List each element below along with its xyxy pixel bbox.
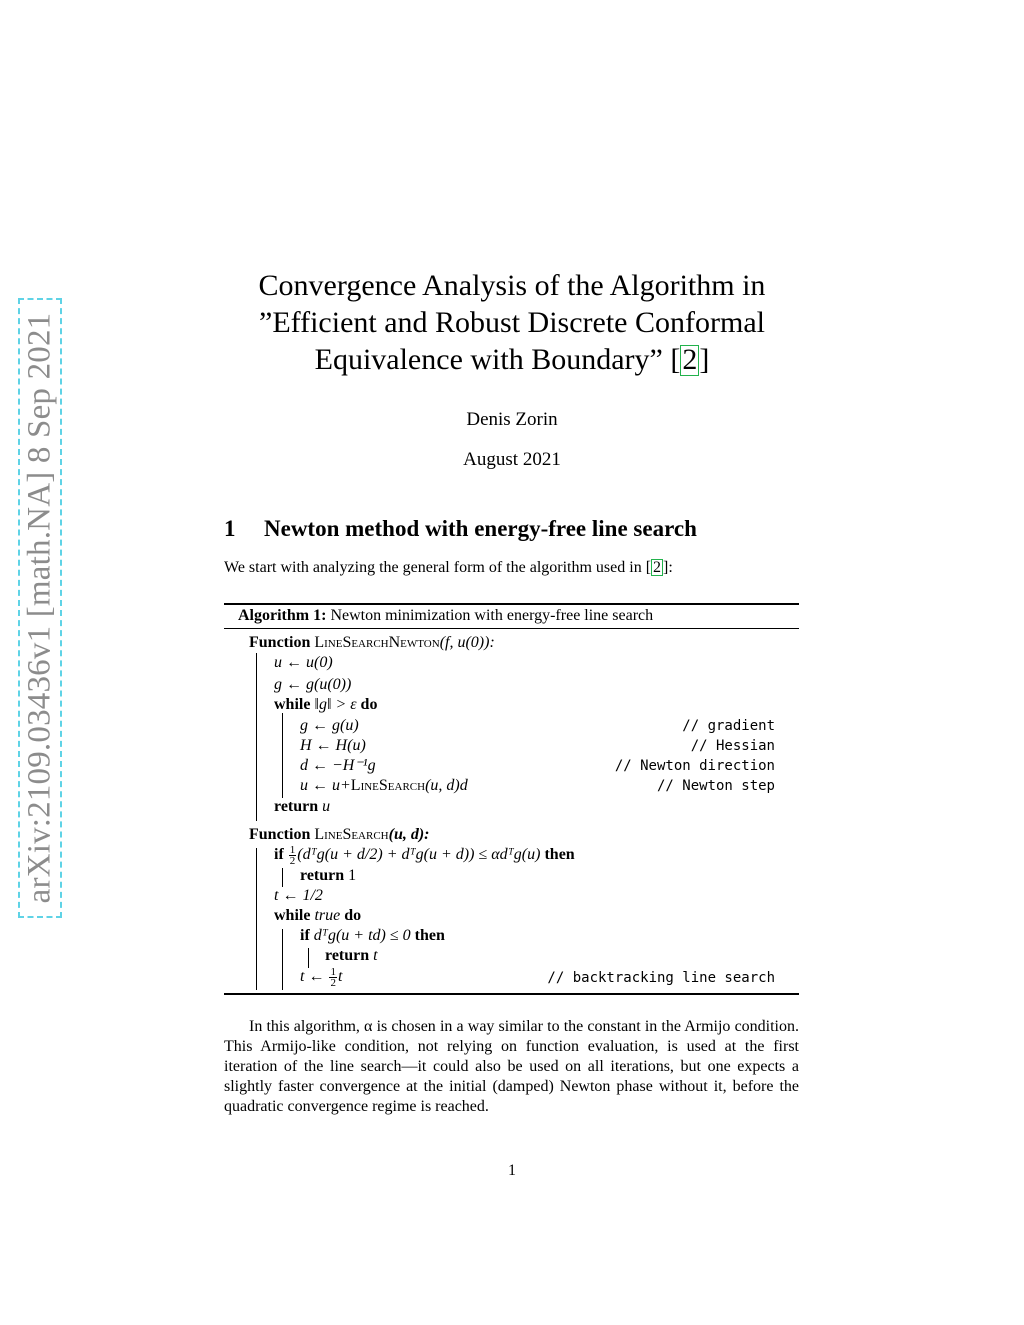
body-paragraph: In this algorithm, α is chosen in a way similar to the constant in the Armijo condition. This Armijo-like condition, not relying on function evaluation, is used at the first iteration of the line search—it could also be used on all iterations, but one expects a slightly faster convergence at the initial (damped) Newton phase without it, before the quadratic convergence regime is reached. <box>224 1018 799 1115</box>
scope-bar-f1 <box>256 653 257 821</box>
intro-tail: : <box>668 559 673 576</box>
t-update-var: t <box>337 968 343 986</box>
function-2-name: LineSearch <box>314 826 389 843</box>
title-line-3-text: Equivalence with Boundary” <box>314 343 663 376</box>
if-1-condition: (dᵀg(u + d/2) + dᵀg(u + d)) ≤ αdᵀg(u) <box>297 846 541 864</box>
if-keyword: if <box>274 846 284 864</box>
return-u-value: u <box>322 798 331 815</box>
algo-line-function-1 <box>249 633 495 653</box>
intro-text: We start with analyzing the general form of the algorithm used in <box>224 559 646 576</box>
algo-line-return-1 <box>300 866 356 886</box>
do-keyword: do <box>360 696 378 713</box>
fraction-2-numerator: 1 <box>330 966 336 978</box>
section-number: 1 <box>224 516 236 541</box>
u-update-args: (u, d)d <box>425 777 468 794</box>
return-1-value: 1 <box>348 867 357 884</box>
algo-line-if-2 <box>300 926 445 946</box>
comment-newton-step: // Newton step <box>656 778 775 794</box>
return-t-keyword: return <box>325 947 370 964</box>
do-2-keyword: do <box>344 907 362 924</box>
algorithm-caption-text: Newton minimization with energy-free line search <box>330 607 654 624</box>
scope-bar-while1 <box>282 713 283 798</box>
while-condition: ‖g‖ > ε <box>314 696 357 713</box>
page-number: 1 <box>508 1162 516 1179</box>
algo-line-while-2 <box>274 906 361 926</box>
arxiv-stamp-text: arXiv:2109.03436v1 [math.NA] 8 Sep 2021 <box>21 312 58 904</box>
fraction-half-2 <box>329 967 337 988</box>
algo-line-d: d ← −H⁻¹g <box>300 757 376 774</box>
algo-line-t-init: t ← 1/2 <box>274 887 323 904</box>
algo-line-while-1 <box>274 695 377 715</box>
intro-citation-link[interactable]: 2 <box>653 559 662 576</box>
scope-bar-f2 <box>256 848 257 990</box>
comment-gradient: // gradient <box>682 718 775 734</box>
function-2-args: (u, d): <box>388 826 430 843</box>
u-update-linesearch: LineSearch <box>350 777 426 794</box>
comment-hessian: // Hessian <box>690 738 775 754</box>
comment-backtracking: // backtracking line search <box>547 970 775 986</box>
if-2-keyword: if <box>300 927 310 944</box>
scope-bar-while2 <box>282 929 283 990</box>
algo-line-t-update <box>300 967 342 988</box>
title-citation-link[interactable]: 2 <box>682 343 698 376</box>
algo-line-return-t <box>325 946 378 966</box>
algo-line-if-1 <box>274 845 575 866</box>
algo-line-g: g ← g(u) <box>300 717 359 734</box>
while-keyword: while <box>274 696 311 713</box>
fraction-2-denominator: 2 <box>330 977 336 989</box>
date: August 2021 <box>463 449 561 470</box>
intro-sentence: We start with analyzing the general form of the algorithm used in [ 2 ]: <box>224 559 673 576</box>
paper-title <box>230 267 794 378</box>
scope-bar-if2 <box>308 948 309 968</box>
title-line-1: Convergence Analysis of the Algorithm in <box>258 269 766 302</box>
fraction-numerator: 1 <box>289 844 296 856</box>
comment-newton-direction: // Newton direction <box>614 758 775 774</box>
algo-line-H: H ← H(u) <box>300 737 366 754</box>
function-keyword: Function <box>249 634 311 651</box>
algorithm-caption <box>238 607 798 625</box>
algorithm-label: Algorithm 1: <box>238 607 327 624</box>
while-2-condition: true <box>314 907 341 924</box>
return-1-keyword: return <box>300 867 345 884</box>
algorithm-block <box>224 603 799 995</box>
function-args: (f, u(0)): <box>439 634 495 651</box>
function-2-keyword: Function <box>249 826 311 843</box>
author: Denis Zorin <box>466 409 558 430</box>
fraction-denominator: 2 <box>289 855 296 867</box>
arxiv-stamp <box>18 298 62 918</box>
then-keyword: then <box>544 846 575 864</box>
while-2-keyword: while <box>274 907 311 924</box>
algo-line-function-2 <box>249 825 430 845</box>
algo-line-g-init: g ← g(u(0)) <box>274 676 352 693</box>
algo-line-return-u <box>274 797 330 817</box>
function-name: LineSearchNewton <box>314 634 440 651</box>
return-t-value: t <box>373 947 378 964</box>
scope-bar-if1 <box>282 868 283 887</box>
algorithm-caption-rule <box>224 628 799 629</box>
algo-line-u-update <box>300 776 468 796</box>
title-line-2: ”Efficient and Robust Discrete Conformal <box>259 306 765 339</box>
section-title: Newton method with energy-free line search <box>264 516 697 541</box>
title-line-3: Equivalence with Boundary” [2] <box>314 343 710 376</box>
u-update-prefix: u ← u+ <box>300 777 351 794</box>
section-heading <box>224 516 824 542</box>
algo-line-u-init: u ← u(0) <box>274 654 333 671</box>
return-keyword: return <box>274 798 319 815</box>
t-update-prefix: t ← <box>300 968 325 986</box>
fraction-half <box>289 845 297 866</box>
then-2-keyword: then <box>414 927 445 944</box>
if-2-condition: dᵀg(u + td) ≤ 0 <box>313 927 411 944</box>
